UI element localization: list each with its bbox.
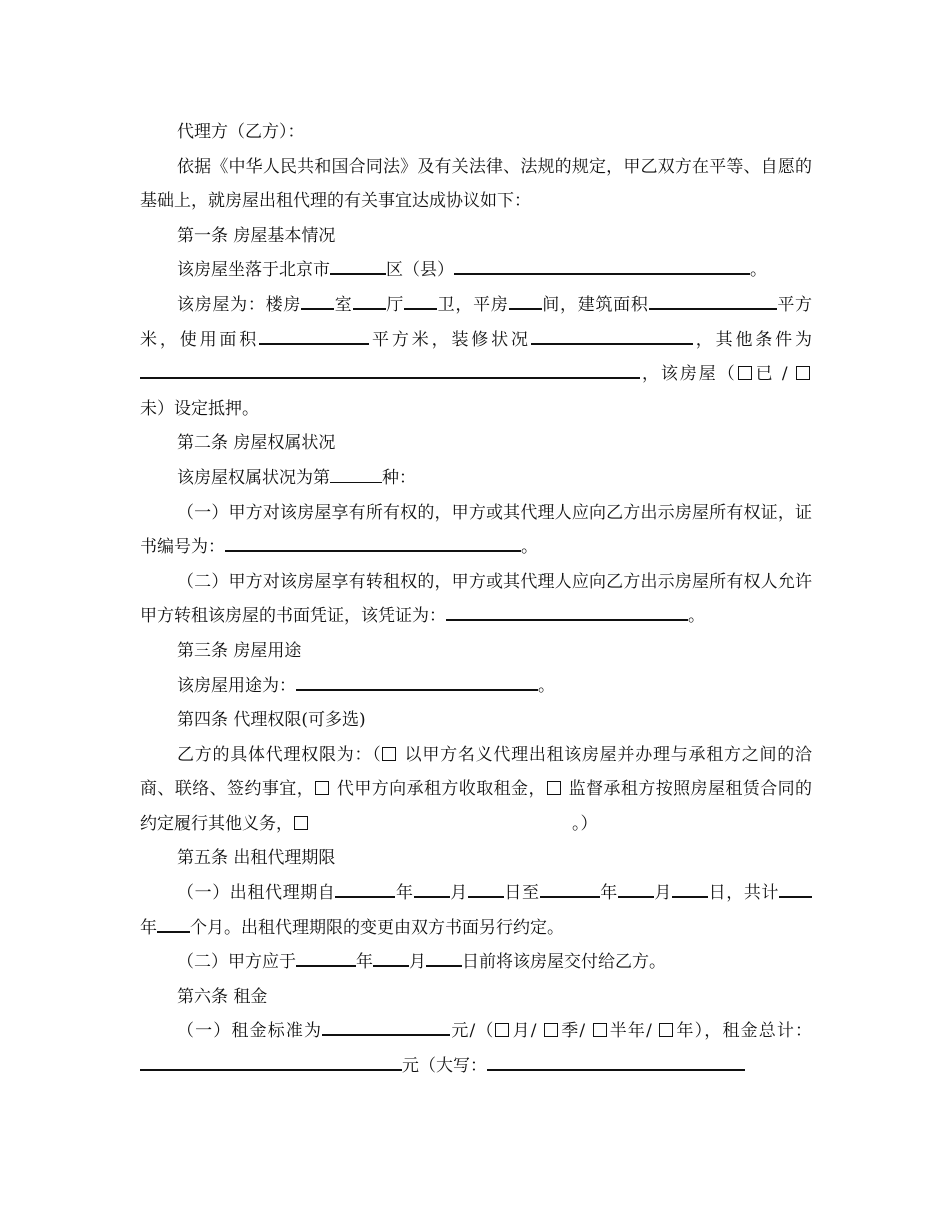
preamble: 依据《中华人民共和国合同法》及有关法律、法规的规定，甲乙双方在平等、自愿的基础上，就房屋出租代理的有关事宜达成协议如下： <box>140 156 812 212</box>
district-blank[interactable] <box>330 256 386 275</box>
certificate-number-blank[interactable] <box>225 533 521 552</box>
address-blank[interactable] <box>454 256 750 275</box>
agent-party-line: 代理方（乙方）： <box>177 122 305 142</box>
text: 该房屋为：楼房 <box>177 294 302 315</box>
text: 元/（ <box>450 1021 495 1042</box>
article-4-heading: 第四条 代理权限(可多选) <box>177 710 366 731</box>
per-year-checkbox[interactable] <box>659 1023 673 1037</box>
text: （一）租金标准为 <box>177 1021 323 1042</box>
text: 间，建筑面积 <box>541 294 649 315</box>
other-conditions-blank[interactable] <box>140 360 640 379</box>
text: （一）甲方对该房屋享有所有权的，甲方或其代理人应向乙方出示房屋所有权证，证书编号为： <box>140 502 812 558</box>
per-quarter-checkbox[interactable] <box>544 1023 558 1037</box>
text: 年 <box>395 883 414 904</box>
decoration-blank[interactable] <box>531 326 693 345</box>
text: 未）设定抵押。 <box>140 398 259 419</box>
text: 乙方的具体代理权限为：（ <box>177 744 382 765</box>
text: 室 <box>334 294 353 315</box>
per-month-checkbox[interactable] <box>495 1023 509 1037</box>
text: 季/ <box>560 1021 592 1042</box>
house-details <box>140 288 812 426</box>
text: 月 <box>653 883 673 904</box>
text: 年 <box>599 883 618 904</box>
end-day-blank[interactable] <box>672 879 708 898</box>
text: 种： <box>382 467 416 488</box>
start-year-blank[interactable] <box>335 879 395 898</box>
hall-blank[interactable] <box>353 291 386 310</box>
text: 年 <box>356 952 373 973</box>
text: ，其他条件为 <box>692 329 813 350</box>
text: 月 <box>449 883 468 904</box>
building-area-blank[interactable] <box>649 291 777 310</box>
article-6-heading: 第六条 租金 <box>177 986 268 1007</box>
text: 。 <box>688 606 705 627</box>
article-5-heading: 第五条 出租代理期限 <box>177 848 336 869</box>
article-2-heading: 第二条 房屋权属状况 <box>177 433 336 454</box>
period: 。 <box>750 260 767 281</box>
ownership-type-blank[interactable] <box>330 465 382 483</box>
authority-option-3-checkbox[interactable] <box>547 781 561 795</box>
text: 年），租金总计： <box>675 1021 813 1042</box>
contract-page <box>140 115 812 1084</box>
text: 该房屋权属状况为第 <box>177 467 330 488</box>
handover-month-blank[interactable] <box>373 948 409 967</box>
end-year-blank[interactable] <box>540 879 600 898</box>
text: 月/ <box>511 1021 544 1042</box>
text: 月 <box>409 952 426 973</box>
end-month-blank[interactable] <box>618 879 654 898</box>
text: （二）甲方应于 <box>177 952 296 973</box>
handover-year-blank[interactable] <box>296 948 356 967</box>
text: 代甲方向承租方收取租金， <box>331 779 546 800</box>
text: 。） <box>572 813 598 834</box>
usable-area-blank[interactable] <box>259 326 369 345</box>
rent-clause-1 <box>140 1014 812 1083</box>
text: 平方米，装修状况 <box>369 329 531 350</box>
text: （二）甲方对该房屋享有转租权的，甲方或其代理人应向乙方出示房屋所有权人允许甲方转租该房屋的书面凭证，该凭证为： <box>140 571 812 627</box>
text: 已 / <box>753 364 788 385</box>
ownership-clause-1 <box>140 496 812 565</box>
article-1-heading: 第一条 房屋基本情况 <box>177 225 336 246</box>
text: 年 <box>140 917 157 938</box>
text: 。 <box>521 537 538 558</box>
rent-rate-blank[interactable] <box>322 1017 450 1036</box>
rent-total-words-blank[interactable] <box>487 1052 745 1071</box>
total-years-blank[interactable] <box>779 879 812 898</box>
text: 。 <box>538 675 555 696</box>
text: 个月。出租代理期限的变更由双方书面另行约定。 <box>190 917 564 938</box>
use-line <box>140 669 812 704</box>
article-3-heading: 第三条 房屋用途 <box>177 640 302 661</box>
location-label: 该房屋坐落于北京市 <box>177 260 330 281</box>
district-label: 区（县） <box>386 260 454 281</box>
text: 日至 <box>503 883 540 904</box>
text: ，该房屋（ <box>640 364 737 385</box>
text: 监督承租方按照房屋租赁合同的约定履行其他义务， <box>140 779 813 834</box>
text: 卫，平房 <box>436 294 509 315</box>
bath-blank[interactable] <box>404 291 437 310</box>
text: （一）出租代理期自 <box>177 883 336 904</box>
text: 厅 <box>385 294 404 315</box>
ownership-clause-2 <box>140 565 812 634</box>
per-half-year-checkbox[interactable] <box>593 1023 607 1037</box>
text: 以甲方名义代理出租该房屋并办理与承租方之间的洽商、联络、签约事宜， <box>140 744 813 800</box>
authority-option-1-checkbox[interactable] <box>382 747 396 761</box>
use-blank[interactable] <box>296 672 538 691</box>
text: 平方米，使用面积 <box>140 294 813 350</box>
start-day-blank[interactable] <box>468 879 504 898</box>
text: 元（大写： <box>402 1056 487 1077</box>
room-blank[interactable] <box>301 291 334 310</box>
text: 日，共计 <box>708 883 780 904</box>
mortgaged-checkbox[interactable] <box>738 366 752 380</box>
text: 日前将该房屋交付给乙方。 <box>462 952 666 973</box>
text: 半年/ <box>608 1021 659 1042</box>
start-month-blank[interactable] <box>414 879 450 898</box>
term-clause-2 <box>140 945 812 980</box>
text: 该房屋用途为： <box>177 675 296 696</box>
not-mortgaged-checkbox[interactable] <box>796 366 810 380</box>
term-clause-1 <box>140 876 812 945</box>
authority-option-4-checkbox[interactable] <box>294 816 308 830</box>
handover-day-blank[interactable] <box>426 948 462 967</box>
rent-total-blank[interactable] <box>140 1052 402 1071</box>
total-months-blank[interactable] <box>157 914 190 933</box>
voucher-blank[interactable] <box>446 602 688 621</box>
ownership-type-line <box>140 461 812 496</box>
authority-clause <box>140 738 812 842</box>
location-line <box>140 253 812 288</box>
bungalow-blank[interactable] <box>509 291 542 310</box>
authority-option-2-checkbox[interactable] <box>315 781 329 795</box>
